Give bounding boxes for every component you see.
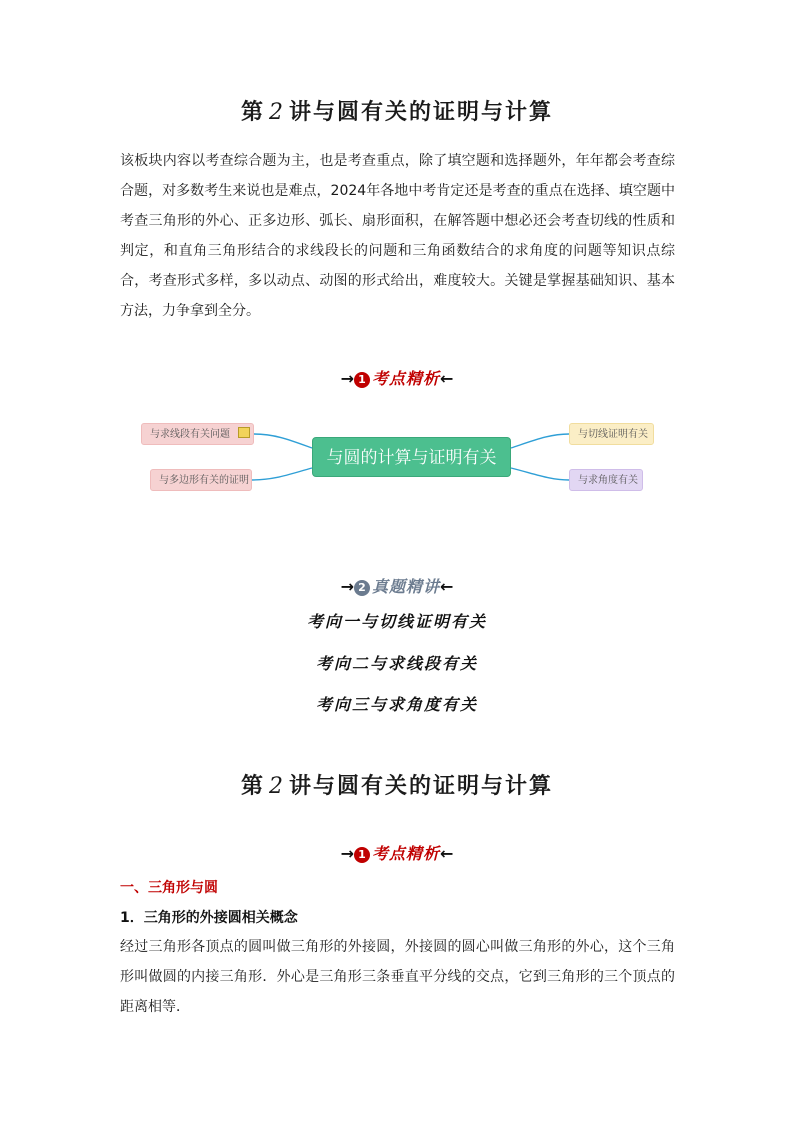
- right-arrow-icon: →: [340, 577, 354, 596]
- connector-line: [511, 468, 569, 480]
- intro-paragraph: 该板块内容以考查综合题为主，也是考查重点，除了填空题和选择题外，年年都会考查综合题，对多数考生来说也是难点，2024年各地中考肯定还是考查的重点在选择、填空题中考查三角形的外心、正多边形、弧长、扇形面积，在解答题中想必还会考查切线的性质和判定，和直角三角形结合的求线段长的问题和三角函数结合的求角度的问题等知识点综合，考查形式多样，多以动点、动图的形式给出，难度较大。关键是掌握基础知识、基本方法，力争拿到全分。: [120, 153, 675, 319]
- left-arrow-icon: ←: [440, 844, 454, 863]
- mind-map-node-angle: 与求角度有关: [569, 469, 643, 491]
- direction-item: 考向一与切线证明有关: [306, 612, 487, 631]
- connector-line: [254, 434, 312, 448]
- heading-triangle-circle: 一、三角形与圆: [120, 880, 218, 896]
- right-arrow-icon: →: [340, 369, 354, 388]
- page-title: [0, 95, 794, 126]
- title-prefix: 第: [240, 99, 265, 125]
- mind-map-node-polygon: 与多边形有关的证明: [150, 469, 252, 491]
- right-arrow-icon: →: [340, 844, 354, 863]
- node-label: 与求线段有关问题: [150, 429, 230, 440]
- title-text: 讲与圆有关的证明与计算: [289, 99, 554, 125]
- mind-map-node-tangent: 与切线证明有关: [569, 423, 654, 445]
- body-paragraph: 经过三角形各顶点的圆叫做三角形的外接圆，外接圆的圆心叫做三角形的外心，这个三角形叫做圆的内接三角形．外心是三角形三条垂直平分线的交点，它到三角形的三个顶点的距离相等．: [120, 939, 675, 1015]
- direction-item: 考向二与求线段有关: [315, 654, 478, 673]
- note-icon: [238, 427, 250, 438]
- title-text: 讲与圆有关的证明与计算: [289, 773, 554, 799]
- left-arrow-icon: ←: [440, 577, 454, 596]
- mind-map-center-node: 与圆的计算与证明有关: [312, 437, 511, 477]
- number-badge: 1: [354, 372, 370, 388]
- mind-map-node-segment: [141, 423, 254, 445]
- number-badge: 1: [354, 847, 370, 863]
- page-title-repeat: [0, 769, 794, 800]
- direction-item: 考向三与求角度有关: [315, 695, 478, 714]
- section-heading-kaodian-2: [0, 841, 794, 864]
- connector-line: [511, 434, 569, 448]
- section-title: 考点精析: [371, 369, 440, 388]
- section-title: 考点精析: [371, 844, 440, 863]
- left-arrow-icon: ←: [440, 369, 454, 388]
- section-heading-kaodian: [0, 366, 794, 389]
- number-badge: 2: [354, 580, 370, 596]
- connector-line: [252, 468, 312, 480]
- section-title: 真题精讲: [371, 577, 440, 596]
- section-heading-zhenti: [0, 574, 794, 597]
- title-prefix: 第: [240, 773, 265, 799]
- heading-circumcircle: 1．三角形的外接圆相关概念: [120, 910, 298, 926]
- title-number: 2: [269, 774, 285, 799]
- title-number: 2: [269, 100, 285, 125]
